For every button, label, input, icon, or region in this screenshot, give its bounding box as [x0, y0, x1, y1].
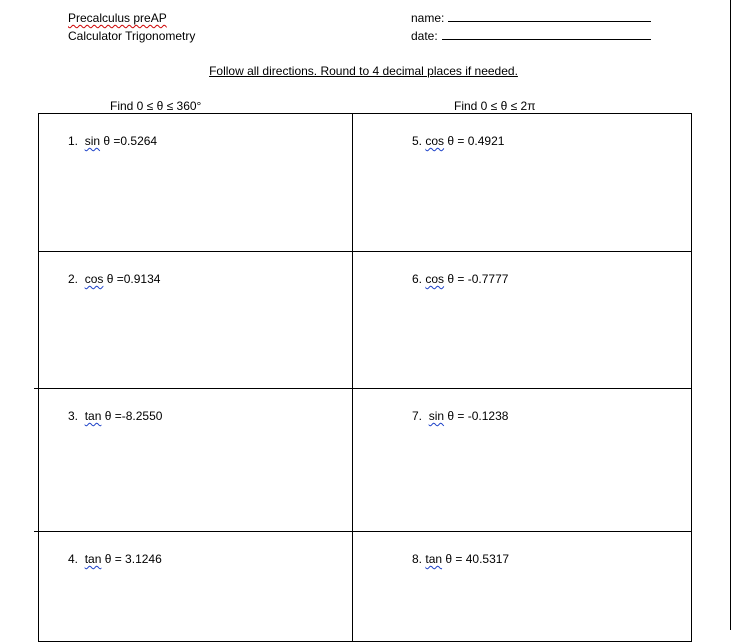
directions-text: Follow all directions. Round to 4 decimal places if needed. — [209, 64, 518, 78]
equation-text: θ = -0.7777 — [444, 272, 509, 286]
equation-text: θ =0.9134 — [103, 272, 161, 286]
right-column-heading: Find 0 ≤ θ ≤ 2π — [454, 99, 536, 113]
equation-text: θ = 0.4921 — [444, 134, 505, 148]
problem-number: 8. — [412, 552, 423, 566]
problem-8 — [353, 532, 691, 567]
course-title — [68, 10, 167, 27]
trig-function: tan — [425, 552, 443, 566]
trig-function: tan — [84, 409, 102, 423]
problem-cell[interactable] — [39, 532, 353, 642]
problem-number: 5. — [412, 134, 423, 148]
problem-4 — [39, 532, 352, 567]
problem-cell[interactable] — [39, 389, 353, 532]
row-divider-tick — [34, 388, 39, 389]
problem-row — [39, 389, 692, 532]
trig-function: cos — [425, 134, 445, 148]
problem-3 — [39, 389, 352, 424]
problem-7 — [353, 389, 691, 424]
name-blank-line[interactable] — [448, 10, 651, 22]
problem-cell[interactable] — [353, 114, 692, 252]
equation-text: θ = -0.1238 — [444, 409, 509, 423]
problem-number: 7. — [412, 409, 423, 423]
course-title-text: Precalculus preAP — [68, 11, 167, 25]
problem-cell[interactable] — [353, 252, 692, 389]
page-edge-line — [730, 0, 731, 630]
problem-row — [39, 114, 692, 252]
trig-function: sin — [428, 409, 445, 423]
problem-number: 6. — [412, 272, 423, 286]
problem-row — [39, 252, 692, 389]
worksheet-subtitle: Calculator Trigonometry — [68, 29, 196, 43]
left-column-heading: Find 0 ≤ θ ≤ 360° — [110, 99, 202, 113]
problem-grid — [38, 113, 692, 642]
trig-function: cos — [425, 272, 445, 286]
trig-function: sin — [84, 134, 101, 148]
problem-6 — [353, 252, 691, 287]
problem-2 — [39, 252, 352, 287]
problem-number: 1. — [68, 134, 79, 148]
problem-5 — [353, 114, 691, 149]
problem-cell[interactable] — [39, 114, 353, 252]
problem-number: 2. — [68, 272, 79, 286]
row-divider-tick — [34, 531, 39, 532]
trig-function: tan — [84, 552, 102, 566]
problem-cell[interactable] — [353, 389, 692, 532]
equation-text: θ =-8.2550 — [101, 409, 163, 423]
equation-text: θ =0.5264 — [100, 134, 158, 148]
date-field[interactable] — [411, 28, 651, 45]
equation-text: θ = 3.1246 — [101, 552, 162, 566]
problem-1 — [39, 114, 352, 149]
name-label: name: — [411, 11, 445, 25]
name-field[interactable] — [411, 10, 651, 27]
problem-row — [39, 532, 692, 642]
trig-function: cos — [84, 272, 104, 286]
problem-number: 3. — [68, 409, 79, 423]
problem-cell[interactable] — [353, 532, 692, 642]
equation-text: θ = 40.5317 — [442, 552, 510, 566]
date-blank-line[interactable] — [442, 28, 651, 40]
date-label: date: — [411, 29, 438, 43]
problem-number: 4. — [68, 552, 79, 566]
problem-cell[interactable] — [39, 252, 353, 389]
